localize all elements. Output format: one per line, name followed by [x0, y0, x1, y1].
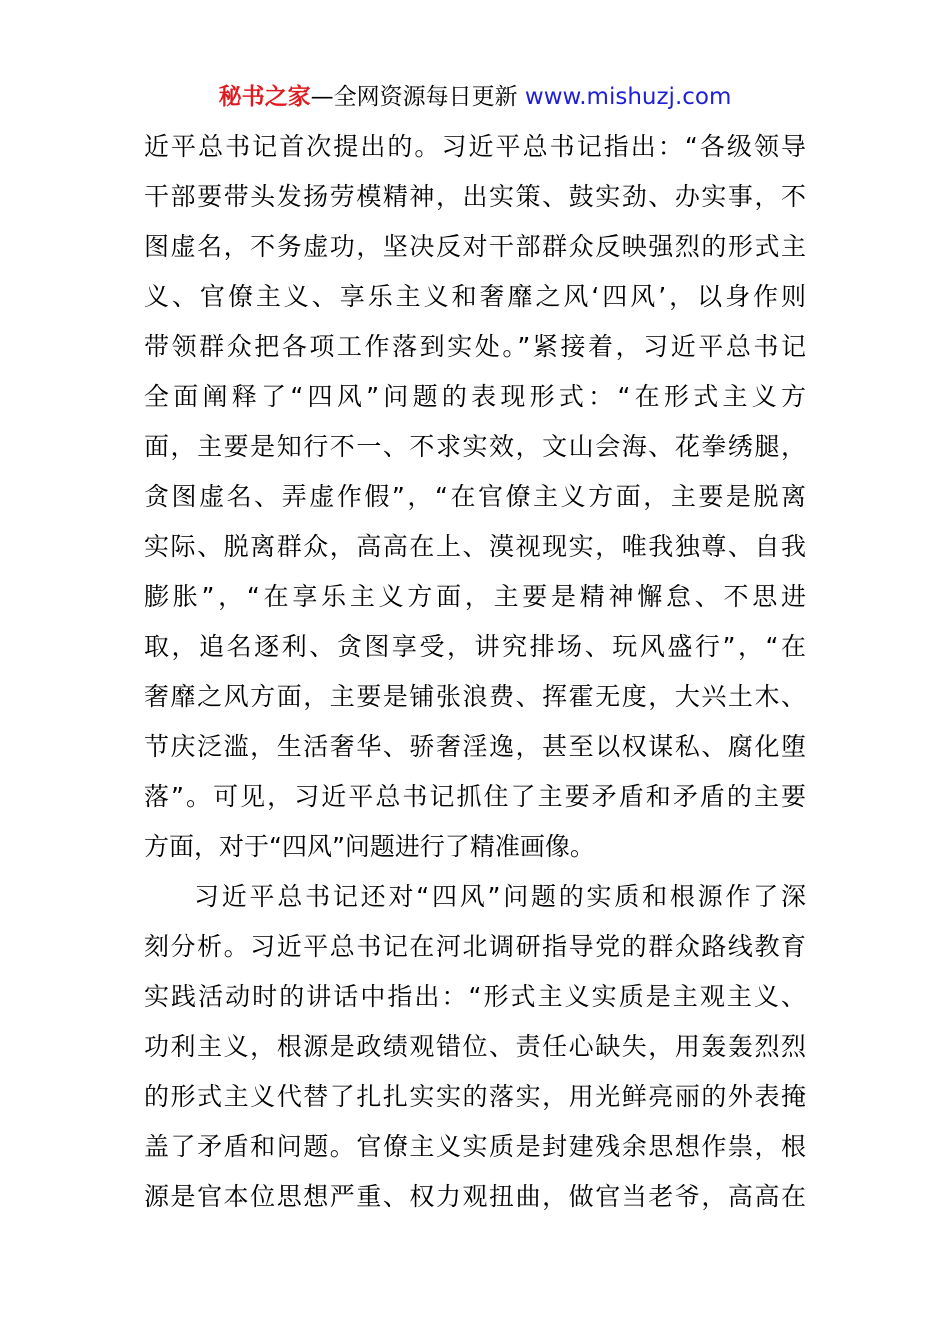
text-line-22: 源是官本位思想严重、权力观扭曲，做官当老爷，高高在 — [144, 1182, 806, 1211]
text-line-10: 膨胀”，“在享乐主义方面，主要是精神懈怠、不思进 — [144, 582, 806, 611]
text-line-9: 实际、脱离群众，高高在上、漠视现实，唯我独尊、自我 — [144, 532, 806, 561]
text-line-1: 近平总书记首次提出的。习近平总书记指出：“各级领导 — [144, 132, 806, 161]
text-line-6: 全面阐释了“四风”问题的表现形式：“在形式主义方 — [144, 382, 806, 411]
header-tagline: —全网资源每日更新 — [310, 84, 518, 110]
text-line-17: 刻分析。习近平总书记在河北调研指导党的群众路线教育 — [144, 932, 806, 961]
text-line-18: 实践活动时的讲话中指出：“形式主义实质是主观主义、 — [144, 982, 806, 1011]
text-line-8: 贪图虚名、弄虚作假”，“在官僚主义方面，主要是脱离 — [144, 482, 806, 511]
text-line-19: 功利主义，根源是政绩观错位、责任心缺失，用轰轰烈烈 — [144, 1032, 806, 1061]
text-line-7: 面，主要是知行不一、不求实效，文山会海、花拳绣腿， — [144, 432, 806, 461]
text-line-13: 节庆泛滥，生活奢华、骄奢淫逸，甚至以权谋私、腐化堕 — [144, 732, 806, 761]
text-line-5: 带领群众把各项工作落到实处。”紧接着，习近平总书记 — [144, 332, 806, 361]
text-line-11: 取，追名逐利、贪图享受，讲究排场、玩风盛行”，“在 — [144, 632, 806, 661]
site-header — [0, 80, 950, 114]
text-line-20: 的形式主义代替了扎扎实实的落实，用光鲜亮丽的外表掩 — [144, 1082, 806, 1111]
text-line-4: 义、官僚主义、享乐主义和奢靡之风‘四风’，以身作则 — [144, 282, 806, 311]
brand-name: 秘书之家 — [218, 84, 311, 110]
text-line-16: 习近平总书记还对“四风”问题的实质和根源作了深 — [194, 882, 806, 911]
text-line-14: 落”。可见，习近平总书记抓住了主要矛盾和矛盾的主要 — [144, 782, 806, 811]
site-url-link[interactable]: www.mishuzj.com — [524, 84, 732, 110]
text-line-3: 图虚名，不务虚功，坚决反对干部群众反映强烈的形式主 — [144, 232, 806, 261]
text-line-12: 奢靡之风方面，主要是铺张浪费、挥霍无度，大兴土木、 — [144, 682, 806, 711]
text-line-2: 干部要带头发扬劳模精神，出实策、鼓实劲、办实事，不 — [144, 182, 806, 211]
document-body — [144, 122, 806, 1222]
text-line-15: 方面，对于“四风”问题进行了精准画像。 — [144, 832, 595, 861]
text-line-21: 盖了矛盾和问题。官僚主义实质是封建残余思想作祟，根 — [144, 1132, 806, 1161]
